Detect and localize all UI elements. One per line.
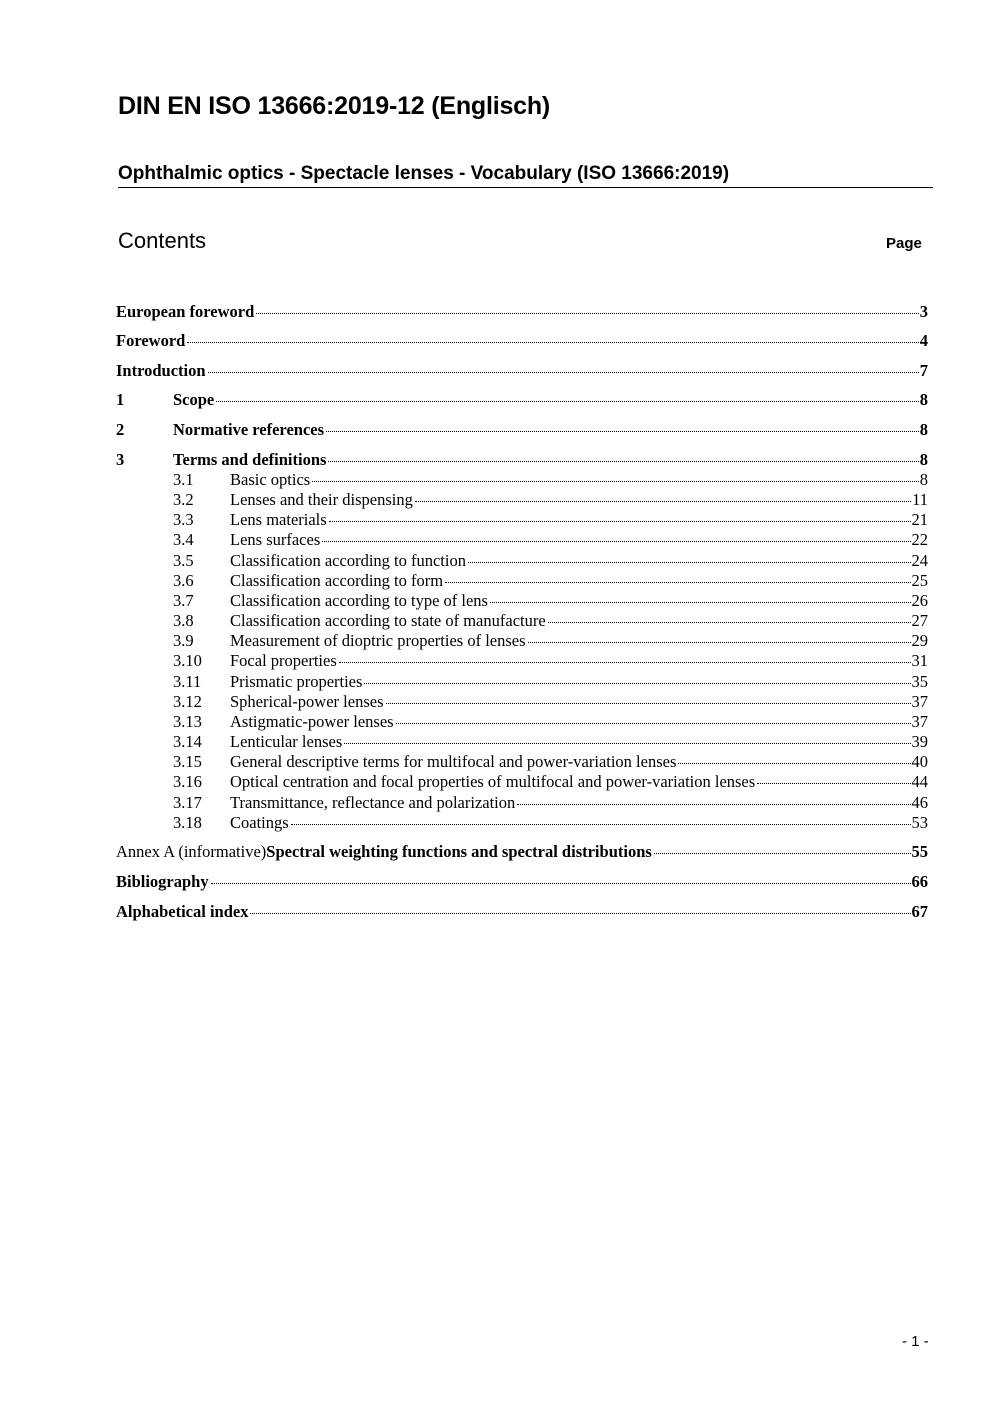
toc-entry-title: Normative references bbox=[173, 420, 325, 439]
toc-entry-page: 8 bbox=[919, 450, 928, 469]
toc-subentry-title: General descriptive terms for multifocal and power-variation lenses bbox=[230, 752, 677, 771]
toc-subentry[interactable] bbox=[116, 490, 928, 510]
toc-entry-title: Bibliography bbox=[116, 872, 209, 891]
toc-subentry-page: 37 bbox=[911, 692, 928, 711]
document-subtitle: Ophthalmic optics - Spectacle lenses - Vocabulary (ISO 13666:2019) bbox=[118, 163, 933, 188]
toc-entry-annex-a[interactable] bbox=[116, 842, 928, 862]
toc-subentry-title: Astigmatic-power lenses bbox=[230, 712, 394, 731]
toc-subentry-number: 3.1 bbox=[173, 470, 194, 489]
toc-subentry-title: Lens materials bbox=[230, 510, 327, 529]
toc-subentry[interactable] bbox=[116, 752, 928, 772]
toc-subentry-page: 8 bbox=[919, 470, 928, 489]
toc-entry-alphabetical-index[interactable] bbox=[116, 902, 928, 922]
toc-subentry[interactable] bbox=[116, 813, 928, 833]
toc-subentry-number: 3.13 bbox=[173, 712, 202, 731]
toc-subentry[interactable] bbox=[116, 551, 928, 571]
toc-subentry-page: 37 bbox=[911, 712, 928, 731]
dot-leader bbox=[312, 481, 919, 482]
toc-subentry-page: 44 bbox=[911, 772, 928, 791]
dot-leader bbox=[216, 401, 919, 402]
toc-subentry[interactable] bbox=[116, 470, 928, 490]
toc-subentry-page: 25 bbox=[911, 571, 928, 590]
dot-leader bbox=[654, 853, 911, 854]
toc-entry-number: 2 bbox=[116, 420, 125, 439]
toc-entry-number: 1 bbox=[116, 390, 125, 409]
dot-leader bbox=[548, 622, 911, 623]
toc-entry-page: 67 bbox=[911, 902, 928, 921]
toc-entry-terms-and-definitions[interactable] bbox=[116, 450, 928, 470]
toc-entry-introduction[interactable] bbox=[116, 361, 928, 381]
contents-heading: Contents bbox=[118, 228, 207, 253]
toc-entry-title: Spectral weighting functions and spectral distributions bbox=[266, 842, 652, 861]
dot-leader bbox=[528, 642, 911, 643]
toc-subentry-number: 3.8 bbox=[173, 611, 194, 630]
dot-leader bbox=[517, 804, 910, 805]
dot-leader bbox=[339, 662, 911, 663]
dot-leader bbox=[396, 723, 911, 724]
dot-leader bbox=[322, 541, 910, 542]
toc-subentry-page: 24 bbox=[911, 551, 928, 570]
toc-subentry-title: Classification according to form bbox=[230, 571, 444, 590]
toc-subentry-number: 3.5 bbox=[173, 551, 194, 570]
toc-subentry-number: 3.3 bbox=[173, 510, 194, 529]
toc-subentry-page: 46 bbox=[911, 793, 928, 812]
toc-subentry[interactable] bbox=[116, 772, 928, 792]
dot-leader bbox=[291, 824, 911, 825]
dot-leader bbox=[678, 763, 910, 764]
toc-subentry-title: Lenticular lenses bbox=[230, 732, 343, 751]
toc-subentry-number: 3.12 bbox=[173, 692, 202, 711]
toc-subentry-page: 40 bbox=[911, 752, 928, 771]
toc-subentry[interactable] bbox=[116, 530, 928, 550]
toc-entry-scope[interactable] bbox=[116, 390, 928, 410]
toc-entry-title: Foreword bbox=[116, 331, 186, 350]
toc-subentry-title: Basic optics bbox=[230, 470, 311, 489]
toc-subentry-page: 39 bbox=[911, 732, 928, 751]
toc-entry-normative-references[interactable] bbox=[116, 420, 928, 440]
toc-subentry-title: Focal properties bbox=[230, 651, 337, 670]
toc-subentry-page: 29 bbox=[911, 631, 928, 650]
toc-entry-page: 4 bbox=[919, 331, 928, 350]
toc-entry-bibliography[interactable] bbox=[116, 872, 928, 892]
toc-entry-foreword[interactable] bbox=[116, 331, 928, 351]
toc-subentry-number: 3.4 bbox=[173, 530, 194, 549]
dot-leader bbox=[757, 783, 910, 784]
dot-leader bbox=[256, 313, 918, 314]
dot-leader bbox=[490, 602, 911, 603]
toc-subentry[interactable] bbox=[116, 651, 928, 671]
dot-leader bbox=[208, 372, 919, 373]
dot-leader bbox=[187, 342, 918, 343]
toc-subentry-title: Classification according to function bbox=[230, 551, 466, 570]
dot-leader bbox=[364, 683, 910, 684]
toc-subentry[interactable] bbox=[116, 672, 928, 692]
toc-subentry-number: 3.11 bbox=[173, 672, 202, 691]
toc-subentry[interactable] bbox=[116, 611, 928, 631]
dot-leader bbox=[329, 521, 911, 522]
toc-entry-page: 8 bbox=[919, 420, 928, 439]
toc-subentry-title: Optical centration and focal properties of multifocal and power-variation lenses bbox=[230, 772, 756, 791]
toc-subentry-page: 35 bbox=[911, 672, 928, 691]
dot-leader bbox=[445, 582, 910, 583]
toc-subentry-number: 3.9 bbox=[173, 631, 194, 650]
dot-leader bbox=[328, 461, 918, 462]
page-column-heading: Page bbox=[886, 235, 922, 252]
toc-subentry[interactable] bbox=[116, 692, 928, 712]
toc-entry-title: Introduction bbox=[116, 361, 206, 380]
toc-subentry-title: Measurement of dioptric properties of lenses bbox=[230, 631, 526, 650]
dot-leader bbox=[211, 883, 911, 884]
dot-leader bbox=[386, 703, 911, 704]
toc-entry-number: 3 bbox=[116, 450, 125, 469]
toc-subentry-number: 3.7 bbox=[173, 591, 194, 610]
toc-subentry[interactable] bbox=[116, 591, 928, 611]
toc-subentry-number: 3.15 bbox=[173, 752, 202, 771]
dot-leader bbox=[250, 913, 910, 914]
dot-leader bbox=[344, 743, 910, 744]
toc-subentry[interactable] bbox=[116, 732, 928, 752]
toc-entry-title: Alphabetical index bbox=[116, 902, 249, 921]
toc-subentry-number: 3.18 bbox=[173, 813, 202, 832]
toc-subentry[interactable] bbox=[116, 510, 928, 530]
toc-subentry-title: Lenses and their dispensing bbox=[230, 490, 413, 509]
toc-entry-page: 8 bbox=[919, 390, 928, 409]
toc-subentry-page: 53 bbox=[911, 813, 928, 832]
dot-leader bbox=[326, 431, 919, 432]
toc-subentry-title: Prismatic properties bbox=[230, 672, 363, 691]
toc-entry-page: 55 bbox=[911, 842, 928, 861]
toc-subentry-page: 26 bbox=[911, 591, 928, 610]
toc-subentry-page: 21 bbox=[911, 510, 928, 529]
toc-subentry-number: 3.16 bbox=[173, 772, 202, 791]
toc-entry-page: 3 bbox=[919, 302, 928, 321]
toc-subentry-title: Transmittance, reflectance and polarization bbox=[230, 793, 516, 812]
toc-subentry-number: 3.6 bbox=[173, 571, 194, 590]
toc-subentry[interactable] bbox=[116, 793, 928, 813]
toc-subentry[interactable] bbox=[116, 631, 928, 651]
toc-entry-title: Terms and definitions bbox=[173, 450, 327, 469]
toc-subentry-page: 11 bbox=[912, 490, 928, 509]
toc-entry-prefix: Annex A (informative) bbox=[116, 842, 267, 861]
toc-subentry-page: 31 bbox=[911, 651, 928, 670]
toc-subentry-title: Classification according to type of lens bbox=[230, 591, 488, 610]
toc-subentry-title: Coatings bbox=[230, 813, 289, 832]
toc-entry-title: European foreword bbox=[116, 302, 255, 321]
toc-subentry-title: Lens surfaces bbox=[230, 530, 321, 549]
toc-subentry-number: 3.2 bbox=[173, 490, 194, 509]
toc-subentry-number: 3.14 bbox=[173, 732, 202, 751]
toc-subentry-number: 3.17 bbox=[173, 793, 202, 812]
dot-leader bbox=[468, 562, 911, 563]
toc-subentry[interactable] bbox=[116, 712, 928, 732]
toc-entry-european-foreword[interactable] bbox=[116, 302, 928, 322]
document-title: DIN EN ISO 13666:2019-12 (Englisch) bbox=[118, 92, 551, 120]
toc-entry-title: Scope bbox=[173, 390, 215, 409]
toc-subentry-number: 3.10 bbox=[173, 651, 202, 670]
toc-entry-page: 66 bbox=[911, 872, 928, 891]
toc-subentry-title: Spherical-power lenses bbox=[230, 692, 384, 711]
toc-entry-page: 7 bbox=[919, 361, 928, 380]
toc-subentry-page: 27 bbox=[911, 611, 928, 630]
toc-subentry-page: 22 bbox=[911, 530, 928, 549]
dot-leader bbox=[415, 501, 911, 502]
page-number: - 1 - bbox=[902, 1333, 929, 1350]
toc-subentry-title: Classification according to state of manufacture bbox=[230, 611, 546, 630]
toc-subentry[interactable] bbox=[116, 571, 928, 591]
